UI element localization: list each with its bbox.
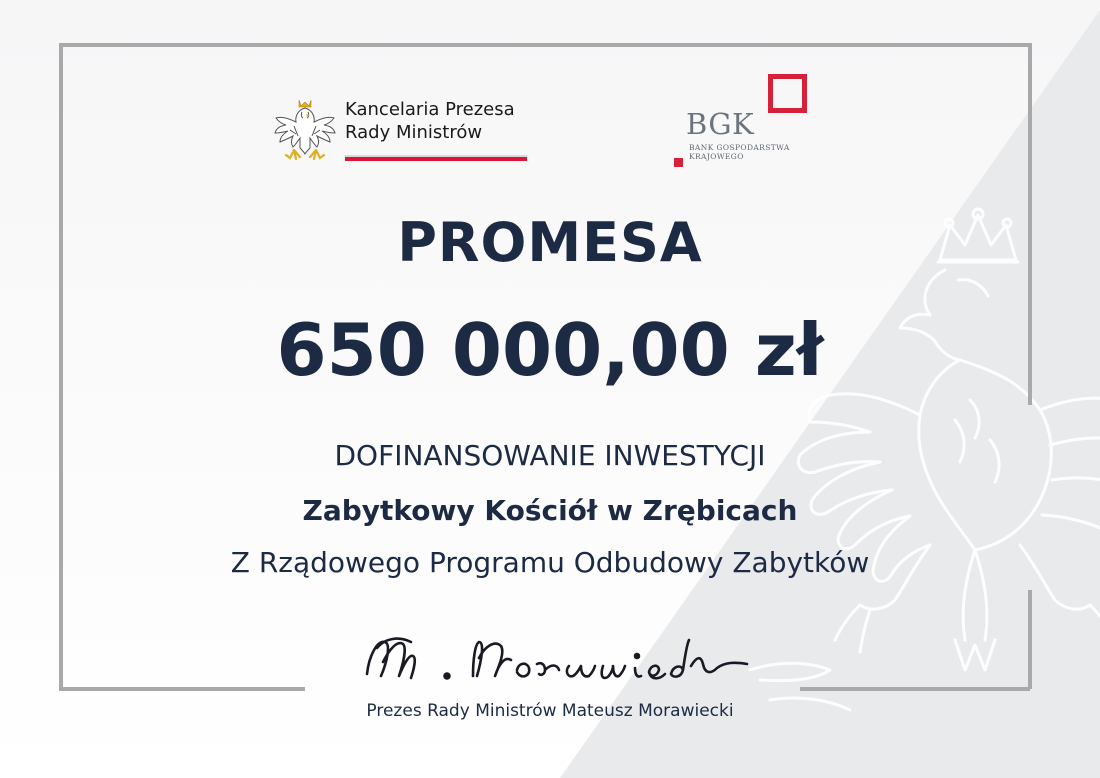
bgk-full-name — [689, 143, 790, 161]
bgk-letters: BGK — [686, 107, 755, 141]
bgk-sub-line1: BANK GOSPODARSTWA — [689, 143, 790, 152]
kprm-name-line2: Rady Ministrów — [345, 122, 483, 143]
signature — [355, 626, 755, 696]
polish-eagle-icon — [272, 92, 338, 162]
program-name: Z Rządowego Programu Odbudowy Zabytków — [230, 546, 870, 579]
signatory-name: Prezes Rady Ministrów Mateusz Morawiecki — [366, 701, 734, 721]
subheading: DOFINANSOWANIE INWESTYCJI — [334, 439, 766, 472]
kprm-logo — [272, 92, 534, 166]
polish-flag-stripe — [345, 155, 527, 161]
kprm-name-line1: Kancelaria Prezesa — [345, 99, 515, 120]
document-title: PROMESA — [397, 211, 703, 274]
bgk-logo — [672, 72, 817, 172]
bgk-square-icon — [768, 74, 807, 113]
grant-amount: 650 000,00 zł — [276, 308, 824, 392]
bgk-sub-line2: KRAJOWEGO — [689, 152, 744, 161]
bgk-dot-icon — [674, 158, 683, 167]
kprm-name — [345, 98, 515, 144]
project-name: Zabytkowy Kościół w Zrębicach — [302, 494, 798, 527]
